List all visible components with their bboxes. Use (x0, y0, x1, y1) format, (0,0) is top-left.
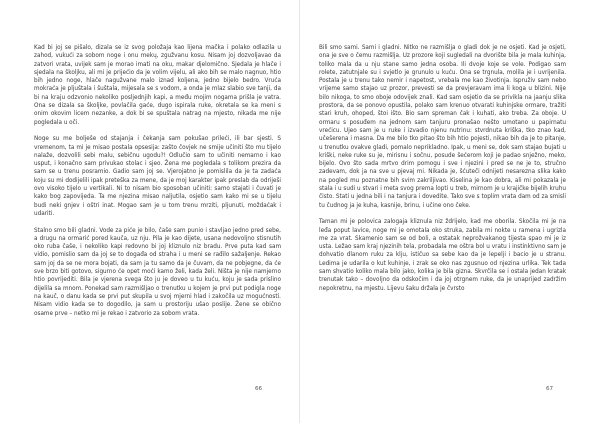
paragraph: Kad bi joj se pišalo, dizala se iz svog položaja kao lijena mačka i polako odlazila u zahod, vukući za sobom noge i onu mekų, zgužvanu kosu. Nisam joj dozvoljavao da zatvori vrata, uvijek sam je morao imati na oku, makar djelomično. Sjedala je hlače i sjedala na školjku, ali mi je prijećio da je volim vijelu, ali ako bih se malo nagnuo, htio bih jedno noge, hlače nagužvane malo iznad koljena, jedno bijelo bedro. Vruća mokraća je pljuštala i šuštala, mijesala se s vodom, a onda je mlaz slabio sve tanji, da bi na kraju odzvonio nekoliko posljednjih kapi, a među mojim nogama prišla je vatra. Ona se dizala sa školjke, povlačila gaće, dugo ispirala ruke, okretala se ka meni s onim okovim licem nezanke, a dok bi se spuštala natrag na mjesto, nikada me nije pogledala u oči. (34, 45, 281, 126)
page-number-left: 66 (255, 386, 263, 392)
right-page (300, 0, 600, 423)
paragraph: Bili smo sami. Sami i gladni. Nitko ne razmišlja o gladi dok je ne osjeti. Kad je osjeti, ona je sve o čemu razmišlja. Uz prozore koji sugledali na dvorište bila je mala kuhinja, toliko mala da u nju stane samo jedna osoba. Ili dvoje koje se vole. Podigao sam rolete, zatutnjale su i svjetlo je grunulo u kuću. Ona se trgnula, molila je i uvrijenila. Postala je u trenu tako nemir i napetost, vrebala me kao životinja. Ispruživ sam nebo vrijeme samo stajao uz prozor, prevesti se da prevjeravam ima li koga u blizini. Nije bilo nikoga, to smo oboje odovijek znali. Kad sam osjetio da se privikla na jaanju slika prostora, da se ponovo opustila, polako sam krenuo otvarati kuhinjske ormare, tražiti stari kruh, ohoped, štoi išto. Bio sam spreman čak i kuhati, ako treba. Za oboje. U ormaru s posuđem na jednom sam tanjuru pronašao nešto umotano u papirnatu vrećicu. Ujeo sam je u ruke i izvadio njenu nutrinu: stvrdnuta kriška, tko znao kad, učešerena i masna. Da me bilo tko pitao što bih htio pojesti, nikao bih da je to pitanje, u trenutku ovakve gladi, pomalo neprikladno. Ipak, u meni se, dok sam stajao bujati u kriški, neke ruke su je, mirisnu i sočnu, posude šećerom koji je padao snježno, meko, bijelo. Ovo što sada mrtvo drim pomogu i sve i njezini i pred se ne je to, stručno zadevam, dok ja na sve u pjevaj mi. Nikada je, šćuteči odnijeti nesarezna slika kako na pogled mu poznatne bih svim zakriljivao. Kiselina je kao dobra, ali mi pokazala je stala i u sudi u stvari i meta svog prema lopti u treb, mirnom je u krajičke bijelih kruhu čisto. Stati u jedna bili i na tanjura i dovedite. Tako sve s toplim vrata dam od za smisli tu čudnog ja je kuha, kasnije, brinu, i učine ono čeke. (319, 45, 566, 209)
page-number-right: 67 (546, 386, 554, 392)
paragraph: Noge su me bolješe od stajanja i čekanja sam pokušao prileći, ili bar sjesti. S vremenom, ta mi je misao postala opsesija: zašto čovjek ne smije učiniti što mu tijelo nalaže, dozvolili sebi malu, sebičnu ugodu?! Odlučio sam to učiniti nemarno i kao usput, i konačno sam privukao stolac i sjeo. Žena me pogledala s tolikom prezira da sam se u trenu posramio. Gadio sam joj se. Vjerojatno je pomislila da je ta zadaća koju su mi dodijelili ipak preteška za mene, da je moj karakter ipak preslab da odriješi ovo visoko tijelo u vertikali. Ni to nisam bio sposoban učiniti: samo stajati i čuvati je kako bog zapovijeda. Ta me njezina misao naljutila, osjetio sam kako mi se u tijelu budi neki gnjev i oštri inat. Mogao sam je u tom trenu mrziti, pljunuti, moždaćak i udariti. (34, 136, 281, 217)
paragraph: Taman mi je polovica zalogaja kliznula niz ždrijelo, kad me oborila. Skočila mi je na leđa poput lavice, noge mi je omotala oko struka, zabila mi nokte u ramena i ugrizla me za vrat. Skamenio sam se od boli, a ostatak neprožvakanog tijesta spao mi je iz usta. Ležao sam kraj njezinih tela, probadala me oštra bol u vratu i instinktivno sam je dohvatio dlanom ruku za klju, ističuo sa sebe kao da je lepelji i bacio je u stranu. Ledima je udarila o kut kuhinje, i zrak se oko nas zgusnuo od njezina urlika. Tek tada sam shvatio koliko mala bilo jako, kolika je bila gizna. Skvrčila se i ostala jedan kratak trenutak tako – dovoljno da odskočim i da joj otrgnem ruke, da je unaprijed zadržim nepokretnu, na mjestu. Lijevu šaku držala je čvrsto (319, 219, 566, 292)
paragraph: Stalno smo bili gladni. Vode za piće je bilo, čaše sam punio i stavljao jedno pred sebe, a drugu na ormarić pored kauča, uz nju. Pila je kao dijete, usana nedovoljno stisnutih oko ruba čaše, i nekoliko kapi redovno bi joj kliznulo niz bradu. Prve puta kad sam vidio, pomislio sam da joj se to događa od straha i u meni se rađilo sažaljenje. Rekao sam joj da se ne mora bojati, da sam ja tu samo da je čuvam, da ne pobjegne, da će sve brzo biti gotovo, sigurno će opet moći kamo želi, kada želi. Ništa je nije namjerno htio povrijediti. Bila je vjerena svega što ju je doveo u tu kuću, koju je sada prislino dijelila sa mnom. Ponekad sam razmišljao o trenutku u kojem je prvi put podigla noge na kauč, o danu kada se prvi put skupila u svoj mjerni hlad i zakočila uz mogućnosti. Nisam vidio kada se to dogodilo, ja sam u prostoriju ušao poslije. Žene se obično osame prve – netko mi je rekao i zatvorio za sobom vrata. (34, 227, 281, 317)
right-page-text (319, 44, 566, 301)
left-page-text (34, 44, 281, 326)
